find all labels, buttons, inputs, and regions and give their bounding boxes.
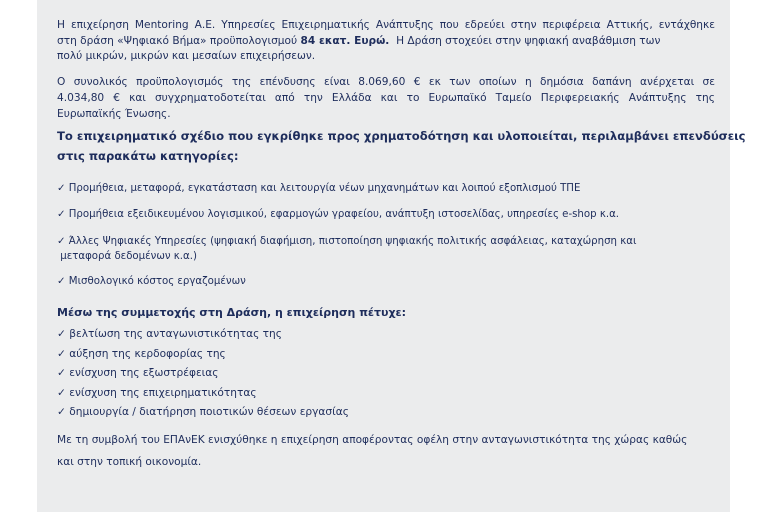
budget-amount: 84 εκατ. Ευρώ. — [300, 35, 390, 47]
budget-line-2: 4.034,80 € και συγχρηματοδοτείται από την Ελλάδα και το Ευρωπαϊκό Ταμείο Περιφερειακής Ανάπτυξης της — [57, 92, 715, 104]
plan-item: ✓ Μισθολογικό κόστος εργαζομένων — [57, 276, 246, 287]
result-item: ✓ δημιουργία / διατήρηση ποιοτικών θέσεων εργασίας — [57, 406, 349, 418]
budget-line-3: Ευρωπαϊκής Ένωσης. — [57, 108, 171, 120]
budget-line-1: Ο συνολικός προϋπολογισμός της επένδυσης είναι 8.069,60 € εκ των οποίων η δημόσια δαπάνη ανέρχεται σε — [57, 76, 715, 88]
plan-item: ✓ Προμήθεια εξειδικευμένου λογισμικού, εφαρμογών γραφείου, ανάπτυξη ιστοσελίδας, υπηρεσίες e-shop κ.α. — [57, 209, 620, 220]
result-item: ✓ ενίσχυση της εξωστρέφειας — [57, 367, 219, 379]
result-item: ✓ βελτίωση της ανταγωνιστικότητας της — [57, 328, 282, 340]
intro-line-3: πολύ μικρών, μικρών και μεσαίων επιχειρήσεων. — [57, 50, 316, 62]
results-heading: Μέσω της συμμετοχής στη Δράση, η επιχείρηση πέτυχε: — [57, 306, 407, 319]
plan-item: ✓ Άλλες Ψηφιακές Υπηρεσίες (ψηφιακή διαφήμιση, πιστοποίηση ψηφιακής πολιτικής ασφάλειας, καταχώρηση και — [57, 236, 637, 247]
intro-line-1: Η επιχείρηση Mentoring Α.Ε. Υπηρεσίες Επιχειρηματικής Ανάπτυξης που εδρεύει στην περιφέρεια Αττικής, εντάχθηκε — [57, 19, 715, 31]
plan-item: ✓ Προμήθεια, μεταφορά, εγκατάσταση και λειτουργία νέων μηχανημάτων και λοιπού εξοπλισμού ΤΠΕ — [57, 183, 581, 194]
intro-text: στη δράση «Ψηφιακό Βήμα» προϋπολογισμού — [57, 35, 301, 47]
result-item: ✓ αύξηση της κερδοφορίας της — [57, 348, 226, 360]
closing-line-1: Με τη συμβολή του ΕΠΑνΕΚ ενισχύθηκε η επιχείρηση αποφέροντας οφέλη στην ανταγωνιστικότητα της χώρας καθώς — [57, 434, 688, 446]
plan-item-cont: μεταφορά δεδομένων κ.α.) — [57, 251, 197, 262]
result-item: ✓ ενίσχυση της επιχειρηματικότητας — [57, 387, 257, 399]
plan-heading-1: Το επιχειρηματικό σχέδιο που εγκρίθηκε προς χρηματοδότηση και υλοποιείται, περιλαμβάνει επενδύσεις — [57, 129, 746, 143]
intro-text-cont: Η Δράση στοχεύει στην ψηφιακή αναβάθμιση των — [389, 35, 661, 47]
closing-line-2: και στην τοπική οικονομία. — [57, 456, 202, 468]
plan-heading-2: στις παρακάτω κατηγορίες: — [57, 149, 239, 163]
intro-line-2 — [57, 34, 660, 48]
